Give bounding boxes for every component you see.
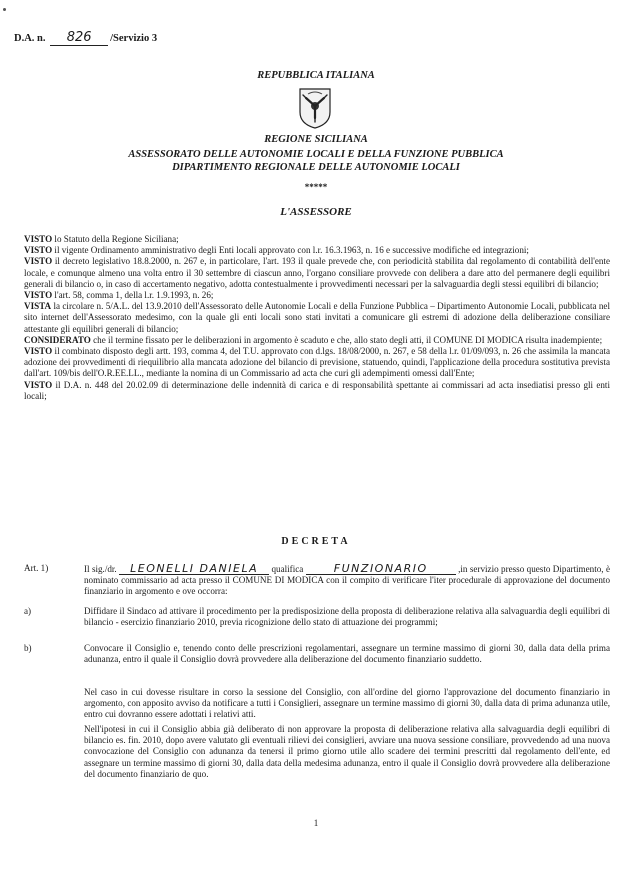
clause-text: il vigente Ordinamento amministrativo degli Enti locali approvato con l.r. 16.3.1963, n. 16 e successive modifiche ed integrazioni; (52, 245, 529, 256)
preamble-clause (24, 234, 610, 245)
preamble-clause (24, 335, 610, 346)
preamble-clause (24, 290, 610, 301)
clause-keyword: VISTO (24, 256, 53, 267)
item-label: b) (24, 643, 32, 653)
clause-keyword: VISTA (24, 301, 52, 312)
clause-keyword: CONSIDERATO (24, 334, 91, 345)
scan-mark (3, 8, 6, 11)
clause-text: il decreto legislativo 18.8.2000, n. 267 e, in particolare, l'art. 193 il quale prevede che, con periodicità stabilita dal regolamento di contabilità dell'ente locale, e comunque almeno una volta entro il 30 settembre di ciascun anno, l'organo consiliare provvede con delibera a dare atto del permanere degli equilibri generali di bilancio o, in caso di accertamento negativo, adotta contestualmente i provvedimenti necessari per la salvaguardia degli stessi equilibri di bilancio; (24, 256, 610, 289)
article-mid: qualifica (269, 564, 306, 574)
item-label: a) (24, 606, 32, 616)
republic-heading: REPUBBLICA ITALIANA (257, 70, 375, 81)
clause-text: il D.A. n. 448 del 20.02.09 di determinazione delle indennità di carica e di responsabilità spettante ai commissari ad acta insediatisi presso gli enti locali; (24, 379, 610, 401)
clause-keyword: VISTO (24, 245, 53, 256)
dipartimento-heading: DIPARTIMENTO REGIONALE DELLE AUTONOMIE LOCALI (172, 162, 460, 173)
item-text: Diffidare il Sindaco ad attivare il procedimento per la predisposizione della proposta di deliberazione relativa alla salvaguardia degli equilibri di bilancio - esercizio finanziario 2010, previa ricognizione dello stato di attuazione dei programmi; (84, 606, 610, 628)
separator-stars: ***** (304, 182, 328, 192)
region-heading: REGIONE SICILIANA (264, 134, 368, 145)
clause-text: l'art. 58, comma 1, della l.r. 1.9.1993, n. 26; (52, 290, 214, 301)
preamble-clause (24, 380, 610, 402)
preamble-clause (24, 245, 610, 256)
clause-text: il combinato disposto degli artt. 193, comma 4, del T.U. approvato con d.lgs. 18/08/2000, n. 267, e 58 della l.r. 01/09/093, n. 26 che assimila la mancata adozione dei provvedimenti di riequilibrio alla mancata adozione del bilancio di previsione, statuendo, quindi, l'applicazione della procedura sostitutiva prevista dall'art. 109/bis dell'O.R.EE.LL., mediante la nomina di un Commissario ad acta che curi gli adempimenti omessi dall'Ente; (24, 346, 610, 379)
clause-keyword: VISTO (24, 379, 53, 390)
servizio-label: /Servizio 3 (110, 33, 158, 44)
assessorato-heading: ASSESSORATO DELLE AUTONOMIE LOCALI E DELLA FUNZIONE PUBBLICA (128, 149, 504, 160)
item-text: Convocare il Consiglio e, tenendo conto delle prescrizioni regolamentari, assegnare un termine massimo di giorni 30, dalla data della prima adunanza, entro il quale il Consiglio dovrà provvedere alla deliberazione del documento finanziario suddetto. (84, 643, 610, 665)
article-1-text (84, 563, 610, 598)
clause-keyword: VISTO (24, 290, 53, 301)
da-number: 826 (50, 30, 108, 46)
preamble (24, 234, 610, 402)
clause-text: la circolare n. 5/A.L. del 13.9.2010 dell'Assessorato delle Autonomie Locali e della Funzione Pubblica – Dipartimento Autonomie Locali, pubblicata nel sito internet dell'Assessorato medesimo, con la quale gli enti locali sono stati invitati a comunicare gli estremi di adozione della deliberazione consiliare attestante gli equilibri generali di bilancio; (24, 301, 610, 334)
item-text: Nel caso in cui dovesse risultare in corso la sessione del Consiglio, con all'ordine del giorno l'approvazione del documento finanziario in argomento, con apposito avviso da notificare a tutti i Consiglieri, assegnare un termine massimo di giorni 30, dalla data di prima adunanza utile, entro cui dovranno essere adottati i relativi atti. (84, 687, 610, 720)
da-prefix: D.A. n. (14, 33, 46, 44)
trinacria-emblem-icon (296, 86, 334, 130)
preamble-clause (24, 346, 610, 380)
clause-keyword: VISTO (24, 234, 53, 244)
decreta-heading: DECRETA (281, 536, 351, 547)
clause-text: lo Statuto della Regione Siciliana; (52, 234, 179, 244)
item-text: Nell'ipotesi in cui il Consiglio abbia già deliberato di non approvare la proposta di deliberazione relativa alla salvaguardia degli equilibri di bilancio es. fin. 2010, dopo avere valutato gli eventuali rilievi dei consiglieri, avviare una nuova sessione consiliare, provvedendo ad una nuova convocazione del Consiglio con adunanza da tenersi il primo giorno utile allo scadere dei termini prescritti dal regolamento dell'ente, ed assegnare un termine massimo di giorni 30, dalla data della medesima adunanza, entro il quale il Consiglio dovrà provvedere alla deliberazione del documento finanziario de quo. (84, 724, 610, 779)
preamble-clause (24, 256, 610, 290)
article-label: Art. 1) (24, 563, 49, 573)
commissioner-qualifica: FUNZIONARIO (306, 563, 456, 575)
article-pre: Il sig./dr. (84, 564, 120, 574)
assessore-heading: L'ASSESSORE (280, 206, 352, 218)
clause-text: che il termine fissato per le deliberazioni in argomento è scaduto e che, allo stato degli atti, il COMUNE DI MODICA risulta inadempiente; (90, 334, 603, 345)
preamble-clause (24, 301, 610, 335)
decree-reference (14, 30, 157, 46)
page-number: 1 (313, 818, 319, 828)
article-post: ,in servizio presso questo Dipartimento, è nominato commissario ad acta presso il COMUNE DI MODICA con il compito di verificare l'iter procedurale di approvazione del documento finanziario in argomento e ove occorra: (84, 564, 610, 597)
clause-keyword: VISTO (24, 346, 53, 357)
commissioner-name: LEONELLI DANIELA (119, 563, 269, 575)
